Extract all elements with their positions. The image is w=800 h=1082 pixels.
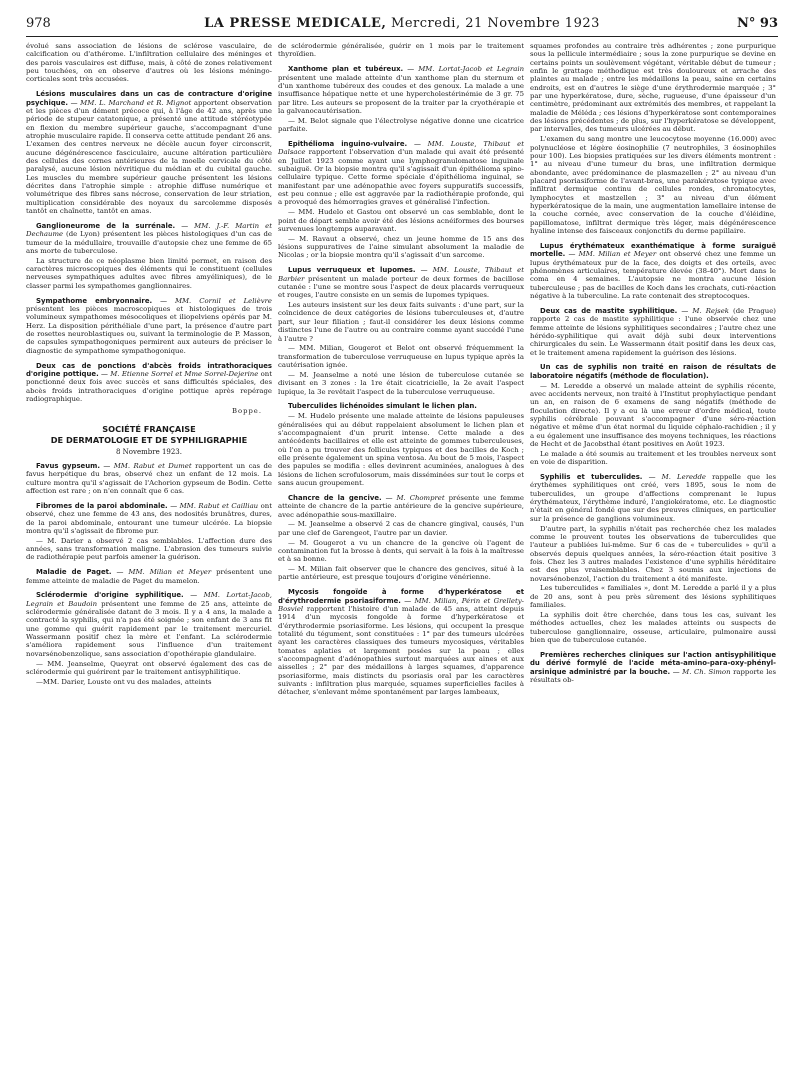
paragraph: — M. Milian fait observer que le chancre des gencives, situé à la partie antérieure, est presque toujours d'origine vénérienne.	[278, 565, 524, 582]
paragraph: Les tuberculides « familiales », dont M. Leredde a parlé il y a plus de 20 ans, sont à peu près sûrement des lésions syphilitiques familiales.	[530, 584, 776, 610]
signature: Boppe.	[232, 407, 262, 416]
paragraph: Le malade a été soumis au traitement et les troubles nerveux sont en voie de disparition.	[530, 449, 776, 467]
article: Mycosis fongoïde à forme d'hyperkératose et d'érythrodermie psoriasiforme. — MM. Milian, Périn et Grellety-Bosviel rapportent l'histoire d'un malade de 45 ans, atteint depuis 1914 d'un mycosis fongoïde à forme d'hyperkératose et d'érythrodermie psoriasiforme. Les lésions, qui occupent la presque totalité du tégument, sont constituées : 1° par des tumeurs ulcérées ayant les caractères classiques des tumeurs mycosiques, véritables tomates aplaties et largement posées sur la peau ; elles s'accompagnent d'adénopathies surtout marquées aux aines et aux aisselles ; 2° par des médaillons à larges squames, d'apparence psoriasiforme, mais distincts du psoriasis oral par les caractères suivants : infiltration plus marquée, squames superficielles faciles à détacher, s'enlevant même spontanément par larges lambeaux,	[278, 588, 524, 697]
paragraph: de sclérodermie généralisée, guérir en 1 mois par le traitement thyroïdien.	[278, 42, 524, 59]
paragraph: évolué sans association de lésions de sclérose vasculaire, de calcification ou d'athérome. L'infiltration cellulaire des méninges et des parois vasculaires est diffuse, mais, à côté de zones relativement peu touchées, on en observe d'autres où les lésions méningo-corticales sont très accusées.	[26, 42, 272, 84]
column-middle	[278, 42, 524, 1078]
paragraph: Les auteurs insistent sur les deux faits suivants : d'une part, sur la coïncidence de deux catégories de lésions tuberculeuses et, d'autre part, sur leur filiation ; faut-il considérer les deux lésions comme distinctes l'une de l'autre ou au contraire comme ayant succédé l'une à l'autre ?	[278, 301, 524, 343]
paragraph: — MM. Jeanselme, Queyrat ont observé également des cas de sclérodermie qui guérirent par le traitement antisyphilitique.	[26, 659, 272, 676]
paragraph: — M. Ravaut a observé, chez un jeune homme de 15 ans des lésions suppuratives de l'aine simulant absolument la maladie de Nicolas ; or la biopsie montra qu'il s'agissait d'un sarcome.	[278, 234, 524, 260]
section-date: 8 Novembre 1923.	[116, 447, 182, 456]
article: Maladie de Paget. — MM. Milian et Meyer présentent une femme atteinte de maladie de Paget du mamelon.	[26, 568, 272, 585]
paragraph: La syphilis doit être cherchée, dans tous les cas, suivant les méthodes actuelles, chez les malades atteints ou suspects de tuberculose ganglionnaire, osseuse, articulaire, pulmonaire aussi bien que de tuberculose cutanée.	[530, 611, 776, 645]
article: Lésions musculaires dans un cas de contracture d'origine psychique. — MM. L. Marchand et R. Mignot apportent observation et les pièces d'un dément précoce qui, à l'âge de 42 ans, après une période de stupeur catatonique, a présenté une attitude stéréotypée en flexion du membre supérieur gauche, s'accompagnant d'une atrophie musculaire rapide. Il conserva cette attitude pendant 26 ans. L'examen des centres nerveux ne décèle aucun foyer circonscrit, aucune dégénérescence fasciculaire, aucune altération particulière des cellules des cornes antérieures de la moelle cervicale du côté paralysé, aucune lésion névritique du médian et du cubital gauche. Les muscles du membre supérieur gauche présentent les lésions décrites dans l'atrophie simple : atrophie diffuse numérique et volumétrique des fibres sans nécrose, conservation de leur striation, multiplication considérable des noyaux du sarcolemme disposés tantôt en chaînette, tantôt en amas.	[26, 90, 272, 216]
page-number: 978	[26, 16, 51, 31]
article: Deux cas de mastite syphilitique. — M. Rejsek (de Prague) rapporte 2 cas de mastite syphilitique : l'une observée chez une femme atteinte de lésions syphilitiques secondaires ; l'autre chez une hérédo-syphilitique qui avait déjà subi deux interventions chirurgicales du sein. Le Wassermann était positif dans les deux cas, et le traitement amena rapidement la guérison des lésions.	[530, 306, 776, 357]
paragraph: L'examen du sang montre une leucocytose moyenne (16.000) avec polynucléose et légère éosinophilie (7 neutrophiles, 3 éosinophiles pour 100). Les biopsies pratiquées sur les divers éléments montrent : 1° au niveau d'une tumeur du bras, une infiltration dermique abondante, avec prédominance de plasmazellen ; 2° au niveau d'un placard psoriasiforme de l'avant-bras, une parakératose typique avec infiltrat dermique continu de cellules rondes, chromatocytes, lymphocytes et mastzellen ; 3° au niveau d'un élément hyperkératosique de la main, une augmentation lamellaire intense de la couche cornée, avec conservation de la couche d'éléidine, papillomatose, infiltrat dermique très léger, mais dégénérescence hyaline intense des faisceaux conjonctifs du derme papillaire.	[530, 135, 776, 236]
article: Sclérodermie d'origine syphilitique. — MM. Lortat-Jacob, Legrain et Baudoin présentent une femme de 25 ans, atteinte de sclérodermie généralisée datant de 3 mois. Il y a 4 ans, la malade a contracté la syphilis, qui n'a pas été soignée ; son enfant de 3 ans fit une gomme qui guérit rapidement par le traitement mercuriel. Wassermann positif chez la mère et l'enfant. La sclérodermie s'améliora rapidement sous l'influence d'un traitement novarsénobenzolique, sans association d'opothérapie glandulaire.	[26, 591, 272, 658]
paragraph: — M. Gougerot a vu un chancre de la gencive où l'agent de contamination fut la brosse à dents, qui servait à la fois à la maîtresse et à sa bonne.	[278, 538, 524, 564]
article: Premières recherches cliniques sur l'action antisyphilitique du dérivé formylé de l'acide méta-amino-para-oxy-phényl-arsinique administré par la bouche. — M. Ch. Simon rapporte les résultats ob-	[530, 650, 776, 684]
paragraph: D'autre part, la syphilis n'était pas recherchée chez les malades comme le prouvent toutes les observations de tuberculides que l'auteur a publiées lui-même. Sur 6 cas de « tuberculides » qu'il a observés depuis quelques années, la séro-réaction était positive 3 fois. Chez les 3 autres malades l'existence d'une syphilis héréditaire est des plus vraisemblables. Chez 3 soumis aux injections de novarsénobenzol, l'action du traitement a été manifeste.	[530, 524, 776, 583]
paragraph: squames profondes au contraire très adhérentes ; zone purpurique sous la pellicule intermédiaire ; sous la zone purpurique se devine en certains points un soulèvement végétant, véritable début de tumeur ; enfin le grattage méthodique est très douloureux et arrache des plaintes au malade ; entre les médaillons la peau, saine en certains endroits, est en d'autres le siège d'une érythrodermie marquée ; 3° par une hyperkératose, dure, sèche, rugueuse, d'une épaisseur d'un centimètre, prédominant aux extrémités des membres, et rappelant la maladie de Méléda ; ces lésions d'hyperkératose sont contemporaines des lésions précédentes ; de plus, sur l'hyperkératose se développent, par intervalles, des tumeurs ulcérées au début.	[530, 42, 776, 134]
article: Ganglioneurome de la surrénale. — MM. J.-F. Martin et Dechaume (de Lyon) présentent les pièces histologiques d'un cas de tumeur de la médullaire, trouvaille d'autopsie chez une femme de 65 ans morte de tuberculose.	[26, 221, 272, 255]
column-left	[26, 42, 272, 1078]
paragraph: — M. Jeanselme a observé 2 cas de chancre gingival, causés, l'un par une clef de Garengeot, l'autre par un davier.	[278, 520, 524, 537]
paragraph: — M. Leredde a observé un malade atteint de syphilis récente, avec accidents nerveux, non traité à l'Institut prophylactique pendant un an, en raison de 6 examens de sang négatifs (méthode de floculation directe). Il y a eu là une erreur d'ordre médical, toute syphilis cérébrale pouvant s'accompagner d'une séro-réaction négative et même d'un état normal du liquide céphalo-rachidien ; il y a eu également une insuffisance des moyens techniques, les réactions de Hecht et de Jacobsthal étant positives en Août 1923.	[530, 381, 776, 448]
paragraph: — M. Jeanselme a noté une lésion de tuberculose cutanée se divisant en 3 zones : la 1re était cicatricielle, la 2e avait l'aspect lupique, la 3e revêtait l'aspect de la tuberculose verruqueuse.	[278, 370, 524, 396]
paragraph: — M. Belot signale que l'électrolyse négative donne une cicatrice parfaite.	[278, 116, 524, 134]
paragraph: —MM. Darier, Louste ont vu des malades, atteints	[36, 677, 212, 686]
article: Sympathome embryonnaire. — MM. Cornil et Lelièvre présentent les pièces macroscopiques et histologiques de trois volumineux sympathomes mésocoliques et iliopelviens opérés par M. Herz. La disposition périthéliale d'une part, la présence d'autre part de rosettes neuroblastiques ou, suivant la terminologie de P. Masson, de capsules sympathogoniques permirent aux auteurs de préciser le diagnostic de sympathome sympathogonique.	[26, 296, 272, 355]
article: Favus gypseum. — MM. Rabut et Dumet rapportent un cas de favus herpétique du bras, observé chez un enfant de 12 mois. La culture montra qu'il s'agissait de l'Achorion gypseum de Bodin. Cette affection est rare ; on n'en connaît que 6 cas.	[26, 461, 272, 495]
article: Tuberculides lichénoïdes simulant le lichen plan.	[288, 402, 477, 411]
page-header	[26, 14, 778, 37]
paragraph: — M. Darier a observé 2 cas semblables. L'affection dure des années, sans transformation maligne. L'abrasion des tumeurs suivie de radiothérapie peut parfois amener la guérison.	[26, 536, 272, 562]
paragraph: La structure de ce néoplasme bien limité permet, en raison des caractères microscopiques des éléments qui le constituent (cellules nerveuses sympathiques adultes avec fibres amyéliniques), de le classer parmi les sympathomes ganglionnaires.	[26, 256, 272, 290]
article: Syphilis et tuberculides. — M. Leredde rappelle que les érythèmes syphilitiques ont créé, vers 1895, sous le nom de tuberculides, un groupe d'affections comprenant le lupus érythémateux, l'érythème induré, l'angiokératome, etc. Le diagnostic n'était en général fondé que sur des preuves cliniques, en particulier sur la présence de ganglions volumineux.	[530, 473, 776, 523]
article: Fibromes de la paroi abdominale. — MM. Rabut et Cailliau ont observé, chez une femme de 43 ans, des nodosités brunâtres, dures, de la paroi abdominale, entourant une tumeur ulcérée. La biopsie montra qu'il s'agissait de fibrome pur.	[26, 501, 272, 535]
paragraph: — MM. Hudelo et Gastou ont observé un cas semblable, dont le point de départ semble avoir été des lésions acnéiformes des bourses survenues longtemps auparavant.	[278, 208, 524, 233]
section-heading: SOCIÉTÉ FRANÇAISE DE DERMATOLOGIE ET DE SYPHILIGRAPHIE	[50, 423, 248, 445]
article: Chancre de la gencive. — M. Chompret présente une femme atteinte de chancre de la partie antérieure de la gencive supérieure, avec adénopathie sous-maxillaire.	[278, 493, 524, 519]
paragraph: — MM. Milian, Gougerot et Belot ont observé fréquemment la transformation de tuberculose verruqueuse en lupus typique après la cautérisation ignée.	[278, 344, 524, 370]
article: Deux cas de ponctions d'abcès froids intrathoraciques d'origine pottique. — M. Etienne Sorrel et Mme Sorrel-Dejerine ont ponctionné deux fois avec succès et sans difficultés spéciales, des abcès froids intrathoraciques d'origine pottique après repérage radiographique.	[26, 361, 272, 403]
issue-number: N° 93	[737, 16, 778, 31]
journal-title: LA PRESSE MEDICALE, Mercredi, 21 Novembre 1923	[204, 16, 600, 31]
article: Lupus verruqueux et lupomes. — MM. Louste, Thibaut et Barbier présentent un malade porteur de deux formes de bacillose cutanée : l'une se montre sous l'aspect de deux placards verruqueux et rouges, l'autre consiste en un semis de lupomes typiques.	[278, 266, 524, 300]
paragraph: — M. Hudelo présente une malade atteinte de lésions papuleuses généralisées qui au début rappelaient absolument le lichen plan et s'accompagnaient d'un prurit intense. Cette malade a des antécédents bacillaires et elle est atteinte de gommes tuberculeuses, où l'on a pu trouver des follicules typiques et des bacilles de Koch ; elle présente également un spina ventosa. Au bout de 5 mois, l'aspect des papules se modifia : elles devinrent acuminées, analogues à des lésions de lichen scrofulosorum, mais disséminées sur tout le corps et sans aucun groupement.	[278, 412, 524, 487]
article: Epithélioma inguino-vulvaire. — MM. Louste, Thibaut et Dalsace rapportent l'observation d'un malade qui avait été présenté en Juillet 1923 comme ayant une lymphogranulomatose inguinale subaiguë. Or la biopsie montra qu'il s'agissait d'un épithélioma spino-cellulaire typique. Cette forme spéciale d'épithélioma inguinal, se manifestant par une adénopathie avec foyers suppuratifs successifs, est peu connue ; elle est aggravée par la radiothérapie profonde, qui a provoqué des hémorragies graves et généralisé l'infection.	[278, 139, 524, 207]
article: Lupus érythémateux exanthématique à forme suraiguë mortelle. — MM. Milian et Meyer ont observé chez une femme un lupus érythémateux pur de la face, des doigts et des orteils, avec phénomènes articulaires, température élevée (38-40°). Mort dans le coma en 4 semaines. L'autopsie ne montra aucune lésion tuberculeuse ; pas de bacilles de Koch dans les crachats, cuti-réaction négative à la tuberculine. La rate contenait des streptocoques.	[530, 241, 776, 300]
article: Xanthome plan et tubéreux. — MM. Lortat-Jacob et Legrain présentent une malade atteinte d'un xanthome plan du sternum et d'un xanthome tubéreux des coudes et des genoux. La malade a une insuffisance hépatique nette et une hypercholestérinémie de 3 gr. 75 par litre. Les auteurs se proposent de la traiter par la cryothérapie et la galvanocautérisation.	[278, 65, 524, 115]
article: Un cas de syphilis non traité en raison de résultats de laboratoire négatifs (méthode de floculation).	[530, 363, 776, 380]
column-right	[530, 42, 776, 1078]
